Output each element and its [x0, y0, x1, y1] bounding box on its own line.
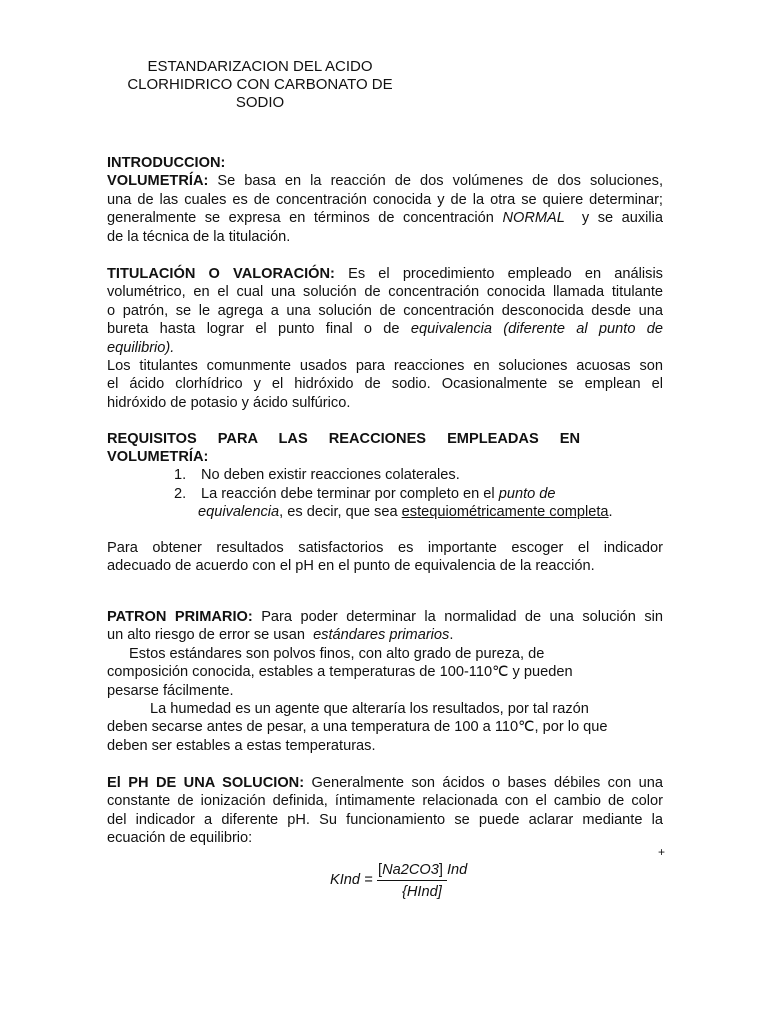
titulacion-line-4-italic: equivalencia (diferente al punto de — [410, 321, 663, 338]
titulacion-line-2: volumétrico, en el cual una solución de concentración conocida llamada titulante — [107, 284, 663, 301]
patron-line-3: Estos estándares son polvos finos, con alto grado de pureza, de — [129, 645, 545, 662]
requisitos-heading-line-2: VOLUMETRÍA: — [107, 449, 209, 466]
estandares-term: estándares primarios — [313, 627, 450, 644]
intro-line-1: Se basa en la reacción de dos volúmenes de dos soluciones, — [217, 173, 663, 190]
numerator-close-bracket: ] — [438, 862, 443, 878]
intro-section — [107, 154, 663, 246]
equation-denominator: {HInd] — [402, 884, 442, 900]
titulacion-line-6: Los titulantes comunmente usados para reacciones en soluciones acuosas son — [107, 358, 663, 375]
title-line-3: SODIO — [235, 94, 285, 111]
indicador-line-2: adecuado de acuerdo con el pH en el punto de equivalencia de la reacción. — [107, 558, 595, 575]
titulacion-term: TITULACIÓN O VALORACIÓN: — [107, 266, 335, 282]
numerator-ind: Ind — [446, 862, 468, 878]
ph-line-4: ecuación de equilibrio: — [107, 830, 253, 847]
patron-line-5: pesarse fácilmente. — [107, 682, 234, 699]
titulacion-section — [107, 265, 663, 412]
requisito-item-2-text-b: , es decir, que sea — [279, 504, 398, 520]
numerator-open-bracket: [ — [378, 862, 383, 878]
requisitos-heading — [107, 430, 580, 467]
titulacion-line-1: Es el procedimiento empleado en análisis — [348, 266, 663, 282]
patron-line-8: deben ser estables a estas temperaturas. — [107, 737, 376, 754]
patron-term: PATRON PRIMARIO: — [107, 609, 253, 625]
titulacion-line-3: o patrón, se le agrega a una solución de concentración desconocida desde una — [107, 302, 663, 319]
titulacion-line-4: bureta hasta lograr el punto final o de — [107, 321, 400, 338]
document-title — [110, 58, 410, 112]
estequiometricamente-term: estequiométricamente completa — [401, 504, 609, 520]
equation-numerator — [378, 862, 467, 878]
ph-line-3: del indicador a diferente pH. Su funcionamiento se puede aclarar mediante la — [107, 811, 663, 828]
volumetria-term: VOLUMETRÍA: — [107, 173, 209, 190]
requisitos-heading-line-1: REQUISITOS PARA LAS REACCIONES EMPLEADAS EN — [107, 431, 580, 447]
requisito-item-2-end: . — [608, 504, 613, 520]
intro-line-4: de la técnica de la titulación. — [107, 228, 291, 245]
intro-heading: INTRODUCCION: — [107, 155, 226, 171]
plus-sign: + — [658, 845, 666, 859]
patron-section — [107, 608, 663, 755]
indicador-line-1: Para obtener resultados satisfactorios es importante escoger el indicador — [107, 540, 663, 556]
titulacion-line-5: equilibrio). — [107, 339, 175, 356]
patron-line-2: un alto riesgo de error se usan — [107, 627, 305, 644]
numerator-species: Na2CO3 — [382, 862, 439, 878]
intro-line-2: una de las cuales es de concentración conocida y de la otra se quiere determinar; — [107, 191, 663, 208]
patron-line-7: deben secarse antes de pesar, a una temperatura de 100 a 110℃, por lo que — [107, 719, 608, 736]
intro-line-3-end: y se auxilia — [581, 210, 663, 227]
patron-line-2-end: . — [449, 627, 454, 644]
requisito-item-2-text-a: La reacción debe terminar por completo en el — [201, 486, 495, 502]
ph-line-1: Generalmente son ácidos o bases débiles con una — [311, 775, 664, 791]
requisito-item-1-number: 1. — [174, 467, 187, 483]
normal-term: NORMAL — [502, 210, 565, 227]
ph-line-2: constante de ionización definida, íntimamente relacionada con el cambio de color — [107, 793, 663, 810]
indicador-section — [107, 539, 663, 576]
requisito-item-2-cont — [198, 503, 613, 521]
patron-line-1: Para poder determinar la normalidad de una solución sin — [261, 609, 663, 625]
punto-de-term: punto de — [498, 486, 556, 502]
title-line-1: ESTANDARIZACION DEL ACIDO — [147, 58, 373, 75]
equation-lhs: KInd = — [330, 872, 373, 888]
patron-line-6: La humedad es un agente que alteraría los resultados, por tal razón — [150, 701, 589, 718]
requisito-item-2-number: 2. — [174, 486, 187, 502]
title-line-2: CLORHIDRICO CON CARBONATO DE — [127, 76, 393, 93]
patron-line-4: composición conocida, estables a temperaturas de 100-110℃ y pueden — [107, 664, 573, 681]
ph-term: El PH DE UNA SOLUCION: — [107, 775, 305, 791]
equivalencia-term: equivalencia — [198, 504, 280, 520]
intro-line-3: generalmente se expresa en términos de concentración — [107, 210, 494, 227]
titulacion-line-8: hidróxido de potasio y ácido sulfúrico. — [107, 394, 351, 411]
titulacion-line-7: el ácido clorhídrico y el hidróxido de sodio. Ocasionalmente se emplean el — [107, 376, 663, 393]
requisito-item-1: No deben existir reacciones colaterales. — [201, 467, 460, 483]
requisito-item-2 — [201, 485, 591, 503]
fraction-bar — [377, 880, 447, 881]
ph-section — [107, 774, 663, 848]
